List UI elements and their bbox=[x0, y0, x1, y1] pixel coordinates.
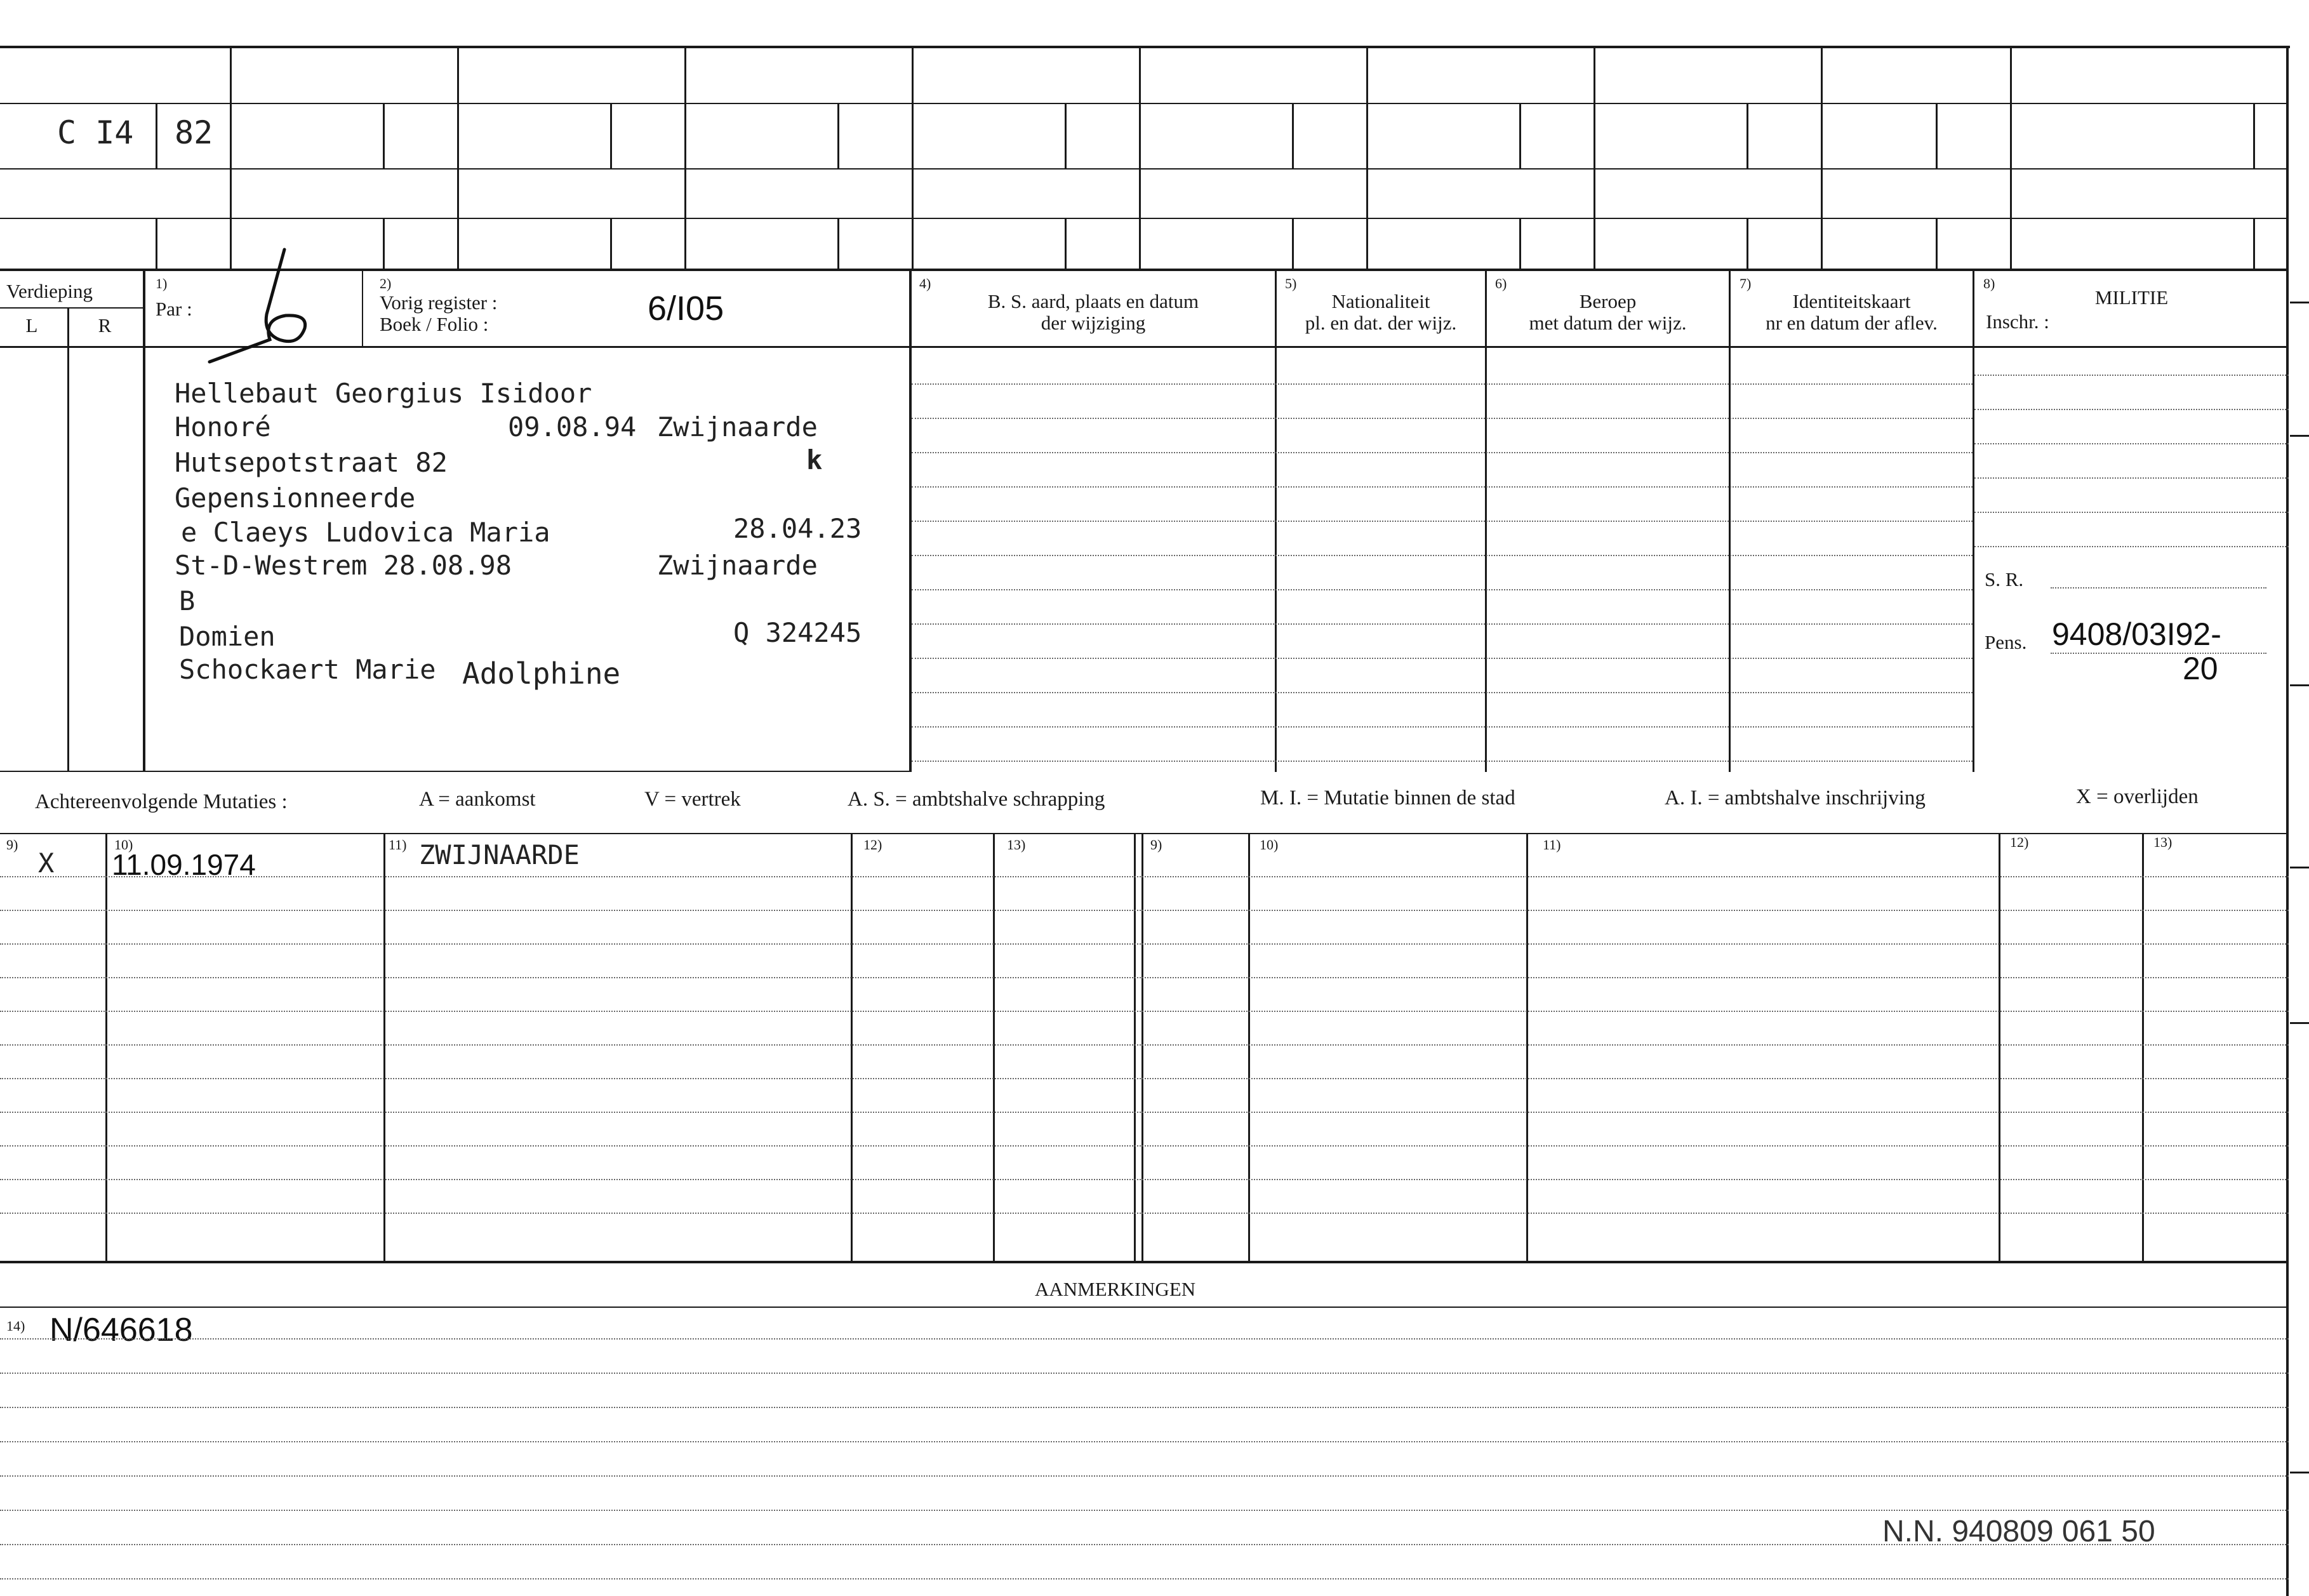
verdieping-label: Verdieping bbox=[6, 280, 93, 302]
mutation-vline bbox=[1134, 834, 1136, 1262]
mutations-bottom-line bbox=[0, 1261, 2289, 1263]
grid-line-1 bbox=[0, 103, 2289, 104]
edge-tick bbox=[2290, 684, 2309, 686]
dotted-rule bbox=[912, 452, 1973, 453]
col-num-12b: 12) bbox=[2010, 834, 2029, 850]
folio-value: 6/I05 bbox=[648, 289, 724, 328]
dotted-rule bbox=[0, 1578, 2289, 1579]
col-num-11b: 11) bbox=[1543, 837, 1561, 853]
person-line-3-mark: k bbox=[806, 444, 823, 475]
dotted-rule bbox=[912, 589, 1973, 590]
dotted-rule bbox=[0, 1373, 2289, 1374]
boek-folio-label: Boek / Folio : bbox=[380, 313, 489, 335]
person-line-4: Gepensionneerde bbox=[175, 482, 416, 514]
grid-vline bbox=[610, 218, 612, 269]
top-border bbox=[0, 46, 2290, 48]
id-num: 7) bbox=[1740, 276, 1752, 291]
grid-vline bbox=[1594, 48, 1595, 270]
grid-vline bbox=[684, 48, 686, 270]
remarks-title-line bbox=[0, 1307, 2289, 1308]
person-line-9: Schockaert Marie bbox=[179, 654, 436, 685]
id-header-line2: nr en datum der aflev. bbox=[1766, 312, 1938, 334]
dotted-rule bbox=[912, 418, 1973, 419]
legend-as: A. S. = ambtshalve schrapping bbox=[848, 788, 1105, 811]
dotted-rule bbox=[912, 383, 1973, 385]
col-r-label: R bbox=[98, 314, 112, 336]
legend-mi: M. I. = Mutatie binnen de stad bbox=[1260, 787, 1515, 809]
section-vline bbox=[67, 307, 69, 772]
nn-number: N.N. 940809 061 50 bbox=[1882, 1515, 2155, 1548]
edge-tick bbox=[2290, 1022, 2309, 1024]
grid-vline bbox=[1065, 218, 1067, 269]
grid-vline bbox=[1936, 218, 1938, 269]
dotted-rule bbox=[912, 555, 1973, 556]
grid-vline bbox=[837, 218, 839, 269]
dotted-rule bbox=[0, 1441, 2289, 1442]
person-line-7: B bbox=[179, 585, 196, 616]
person-line-2-name: Honoré bbox=[175, 411, 271, 442]
grid-line-2 bbox=[0, 168, 2289, 170]
legend-bottom-line bbox=[0, 833, 2289, 834]
section-vline bbox=[143, 271, 145, 772]
pens-value-2: 20 bbox=[2183, 651, 2218, 686]
col-num-10b: 10) bbox=[1260, 837, 1279, 853]
dotted-rule bbox=[0, 1213, 2289, 1214]
grid-vline bbox=[1139, 48, 1141, 270]
dotted-rule bbox=[1974, 409, 2289, 410]
person-line-5: e Claeys Ludovica Maria bbox=[181, 517, 550, 548]
dotted-rule bbox=[0, 1407, 2289, 1408]
id-header-line1: Identiteitskaart bbox=[1792, 290, 1911, 312]
col-l-label: L bbox=[25, 314, 38, 336]
nat-num: 5) bbox=[1285, 276, 1297, 291]
bs-header-line1: B. S. aard, plaats en datum bbox=[987, 290, 1199, 312]
person-line-2-place: Zwijnaarde bbox=[657, 411, 818, 442]
mutation-vline bbox=[1999, 834, 2000, 1262]
legend-v: V = vertrek bbox=[644, 788, 741, 811]
grid-vline bbox=[457, 48, 459, 270]
dotted-rule bbox=[0, 1510, 2289, 1511]
mutation-place: ZWIJNAARDE bbox=[419, 839, 580, 870]
nat-header-line1: Nationaliteit bbox=[1331, 290, 1430, 312]
register-number: 82 bbox=[175, 114, 213, 151]
edge-tick bbox=[2290, 867, 2309, 868]
mutation-type: X bbox=[38, 848, 55, 879]
section-vline bbox=[1973, 271, 1974, 772]
dotted-rule bbox=[1974, 512, 2289, 513]
vorig-num: 2) bbox=[380, 276, 392, 291]
grid-vline bbox=[156, 103, 157, 168]
pens-line bbox=[2051, 653, 2266, 654]
mutation-vline bbox=[105, 834, 107, 1262]
beroep-header-line1: Beroep bbox=[1579, 290, 1637, 312]
dotted-rule bbox=[0, 1044, 2289, 1046]
legend-ai: A. I. = ambtshalve inschrijving bbox=[1665, 787, 1926, 809]
mutation-vline bbox=[383, 834, 385, 1262]
grid-vline bbox=[1747, 103, 1748, 168]
grid-vline bbox=[1065, 103, 1067, 168]
mutation-vline bbox=[1526, 834, 1528, 1262]
person-line-1: Hellebaut Georgius Isidoor bbox=[175, 378, 592, 409]
grid-vline bbox=[2010, 48, 2012, 270]
sr-label: S. R. bbox=[1985, 568, 2024, 590]
dotted-rule bbox=[1974, 546, 2289, 547]
inschr-label: Inschr. : bbox=[1986, 310, 2049, 333]
grid-vline bbox=[2253, 103, 2255, 168]
col-num-10: 10) bbox=[114, 837, 133, 853]
edge-tick bbox=[2290, 1472, 2309, 1473]
dotted-rule bbox=[0, 876, 2289, 877]
militie-num: 8) bbox=[1983, 276, 1995, 291]
dotted-rule bbox=[0, 1179, 2289, 1180]
grid-vline bbox=[230, 48, 232, 270]
dotted-rule bbox=[1974, 443, 2289, 444]
dotted-rule bbox=[912, 623, 1973, 625]
pens-label: Pens. bbox=[1985, 631, 2027, 653]
edge-tick bbox=[2290, 302, 2309, 303]
handwritten-initial-mark bbox=[203, 244, 349, 371]
beroep-num: 6) bbox=[1495, 276, 1507, 291]
mutation-vline bbox=[2142, 834, 2144, 1262]
person-line-9-extra: Adolphine bbox=[462, 656, 621, 691]
col-num-11: 11) bbox=[389, 837, 407, 853]
dotted-rule bbox=[912, 486, 1973, 488]
bs-num: 4) bbox=[919, 276, 931, 291]
grid-vline bbox=[837, 103, 839, 168]
dotted-rule bbox=[0, 910, 2289, 911]
remarks-title: AANMERKINGEN bbox=[1035, 1278, 1196, 1300]
grid-vline bbox=[1747, 218, 1748, 269]
par-num: 1) bbox=[156, 276, 168, 291]
militie-label: MILITIE bbox=[2094, 286, 2169, 309]
mutation-vline bbox=[993, 834, 995, 1262]
edge-tick bbox=[2290, 435, 2309, 437]
dotted-rule bbox=[0, 1011, 2289, 1012]
bs-header-line2: der wijziging bbox=[1041, 312, 1146, 334]
mutation-vline bbox=[1141, 834, 1143, 1262]
grid-vline bbox=[1936, 103, 1938, 168]
dotted-rule bbox=[912, 692, 1973, 693]
person-line-8-code: Q 324245 bbox=[733, 617, 862, 648]
grid-vline bbox=[1821, 48, 1823, 270]
col-num-12: 12) bbox=[863, 837, 882, 853]
mutation-date: 11.09.1974 bbox=[112, 848, 256, 881]
grid-vline bbox=[912, 48, 914, 270]
nat-header-line2: pl. en dat. der wijz. bbox=[1305, 312, 1457, 334]
legend-a: A = aankomst bbox=[419, 788, 536, 811]
dotted-rule bbox=[912, 658, 1973, 659]
par-label: Par : bbox=[156, 298, 192, 320]
dotted-rule bbox=[0, 1475, 2289, 1477]
person-line-5-date: 28.04.23 bbox=[733, 513, 862, 544]
dotted-rule bbox=[1974, 375, 2289, 376]
dotted-rule bbox=[0, 977, 2289, 978]
dotted-rule bbox=[0, 1078, 2289, 1079]
dotted-rule bbox=[0, 943, 2289, 945]
section-vline bbox=[362, 271, 363, 346]
legend-title: Achtereenvolgende Mutaties : bbox=[35, 790, 288, 813]
col-num-13: 13) bbox=[1007, 837, 1026, 853]
sr-line bbox=[2051, 587, 2266, 589]
mutation-vline bbox=[1248, 834, 1250, 1262]
grid-vline bbox=[610, 103, 612, 168]
col-num-13b: 13) bbox=[2153, 834, 2173, 850]
grid-vline bbox=[1366, 48, 1368, 270]
vorig-register-label: Vorig register : bbox=[380, 291, 498, 314]
grid-vline bbox=[1519, 103, 1521, 168]
person-line-6: St-D-Westrem 28.08.98 bbox=[175, 550, 512, 581]
remarks-num: 14) bbox=[6, 1318, 25, 1334]
person-line-2-date: 09.08.94 bbox=[508, 411, 637, 442]
legend-x: X = overlijden bbox=[2076, 785, 2199, 808]
dotted-rule bbox=[1974, 477, 2289, 479]
dotted-rule bbox=[0, 1338, 2289, 1340]
col-num-9b: 9) bbox=[1150, 837, 1162, 853]
pens-value: 9408/03I92- bbox=[2052, 616, 2221, 652]
grid-line-3 bbox=[0, 218, 2289, 219]
grid-vline bbox=[1292, 218, 1294, 269]
grid-vline bbox=[383, 103, 385, 168]
person-line-8: Domien bbox=[179, 621, 276, 652]
register-code: C I4 bbox=[57, 114, 134, 151]
right-border bbox=[2286, 46, 2289, 1596]
person-block-bottom-line bbox=[0, 771, 912, 772]
dotted-rule bbox=[0, 1145, 2289, 1147]
col-num-9: 9) bbox=[6, 837, 18, 853]
remarks-value: N/646618 bbox=[50, 1312, 193, 1348]
dotted-rule bbox=[912, 761, 1973, 762]
grid-vline bbox=[1519, 218, 1521, 269]
grid-vline bbox=[156, 218, 157, 269]
dotted-rule bbox=[912, 726, 1973, 728]
person-line-6-place: Zwijnaarde bbox=[657, 550, 818, 581]
person-line-3: Hutsepotstraat 82 bbox=[175, 447, 448, 478]
grid-vline bbox=[383, 218, 385, 269]
lr-separator-line bbox=[0, 307, 143, 309]
beroep-header-line2: met datum der wijz. bbox=[1529, 312, 1687, 334]
dotted-rule bbox=[912, 521, 1973, 522]
grid-vline bbox=[2253, 218, 2255, 269]
mutation-vline bbox=[851, 834, 853, 1262]
dotted-rule bbox=[0, 1112, 2289, 1113]
grid-vline bbox=[1292, 103, 1294, 168]
